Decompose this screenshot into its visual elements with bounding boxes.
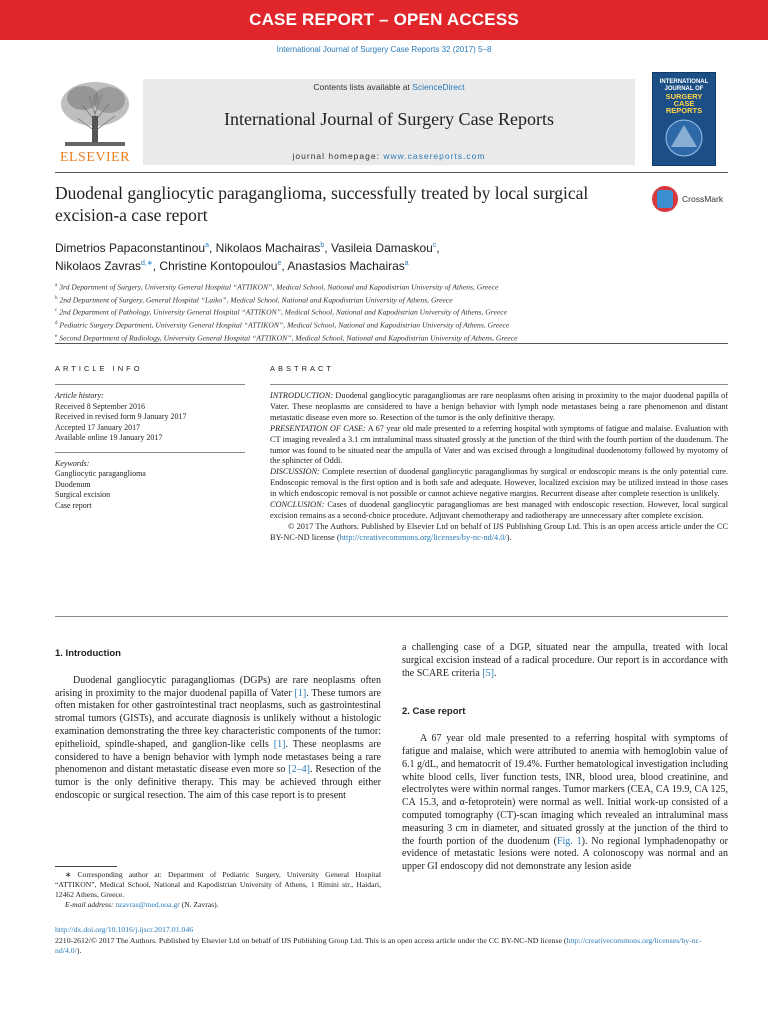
author[interactable]: Nikolaos Machairas$^b$,: [215, 241, 331, 255]
journal-homepage-line: [143, 151, 635, 161]
history-item: Received in revised form 9 January 2017: [55, 412, 187, 421]
keyword[interactable]: Duodenum: [55, 479, 91, 489]
issn-copyright: 2210-2612/© 2017 The Authors. Published by Elsevier Ltd on behalf of IJS Publishing Group Ltd. This is an open access article under the CC BY-NC-ND license (http://creativecommons.org/licenses/by-nc-nd/4.0/).: [55, 935, 702, 955]
affiliation: $^d$ Pediatric Surgery Department, University General Hospital “ATTIKON”, Medical School, National and Kapodistrian University of Athens, Greece: [55, 320, 510, 330]
abstract-conclusion: CONCLUSION: Cases of duodenal gangliocytic paragangliomas are best managed with endoscopic resection. However, local surgical excision remains as a second-choice procedure. Adjuvant chemotherapy and radiotherapy are unnecessary after complete excision.: [270, 500, 728, 520]
cover-title: [657, 79, 711, 114]
license-link[interactable]: http://creativecommons.org/licenses/by-nc-nd/4.0/: [339, 532, 507, 542]
reference-link[interactable]: [1]: [273, 738, 286, 750]
email-link[interactable]: nzavras@med.uoa.gr: [115, 900, 180, 909]
sciencedirect-link[interactable]: ScienceDirect: [412, 82, 465, 92]
history-label: Article history:: [55, 391, 104, 400]
open-access-banner: CASE REPORT – OPEN ACCESS: [0, 0, 768, 40]
case-report-paragraph: A 67 year old male presented to a referring hospital with symptoms of fatigue and malaise, which were attributed to anemia with hemoglobin value of 6.1 g/dL, and hematocrit of 19.4%. Further hematological investigation including white blood cells, liver function tests, INR, blood urea, blood creatinine, and electrolytes were within normal ranges. Tumor markers (CEA, CA 19.9, CA 125, CA 15.3, and α-fetoprotein) were normal as well. Initial work-up consisted of a computed tomography (CT)-scan imaging which revealed an intraluminal mass measuring 3 cm in diameter, and situated grossly at the junction of the third to the fourth portion of the duodenum (Fig. 1). No regional lymphadenopathy or evidence of metastatic lesions were noted. A colonoscopy was normal and an upper GI endoscopy did not demonstrate any lesion aside: [402, 733, 729, 873]
affiliation: $^a$ 3rd Department of Surgery, University General Hospital “ATTIKON”, Medical School, National and Kapodistrian University of Athens, Greece: [55, 282, 499, 292]
homepage-prefix: journal homepage:: [292, 151, 384, 161]
section-heading-introduction: 1. Introduction: [55, 648, 121, 659]
introduction-paragraph: Duodenal gangliocytic paragangliomas (DGPs) are rare neoplasms often arising in proximity to the major duodenal papilla of Vater [1]. These tumors are often mistaken for other gastrointestinal tract neoplasms, such as gastrointestinal stromal tumors (GISTs), and accurate diagnosis is unlikely without a histologic examination demonstrating the three key characteristic components of the tumor: epithelioid, spindle-shaped, and ganglion-like cells [1]. These neoplasms are considered to have a benign behavior with lymph node metastases being a rare phenomenon and distant metastatic disease even more so [2–4]. Resection of the tumor is the only definitive therapy. This may be achieved through either endoscopic or surgical resection. The aim of this case report is to present: [55, 674, 382, 801]
journal-name: International Journal of Surgery Case Reports: [223, 109, 555, 129]
affiliation: $^c$ 2nd Department of Pathology, University General Hospital “ATTIKON”, Medical School, National and Kapodistrian University of Athens, Greece: [55, 308, 507, 317]
contents-available-line: [143, 82, 635, 92]
keywords-rule: [55, 452, 245, 453]
article-title: Duodenal gangliocytic paraganglioma, successfully treated by local surgical excision-a case report: [55, 183, 589, 225]
corresponding-author-footnote: [55, 870, 381, 910]
keyword[interactable]: Case report: [55, 500, 92, 510]
journal-cover-thumbnail[interactable]: [652, 72, 716, 166]
journal-header-box: [143, 79, 635, 165]
homepage-link[interactable]: www.casereports.com: [383, 151, 486, 161]
introduction-paragraph-continued: a challenging case of a DGP, situated near the ampulla, treated with local surgical excision instead of a radical procedure. Our report is in accordance with the SCARE criteria [5].: [402, 642, 728, 679]
history-item: Available online 19 January 2017: [55, 433, 163, 442]
author[interactable]: Vasileia Damaskou$^c$,: [330, 241, 440, 255]
article-info-heading: ARTICLE INFO: [55, 364, 143, 373]
body-column-right: [402, 642, 728, 874]
reference-link[interactable]: [5]: [482, 667, 494, 679]
history-item: Accepted 17 January 2017: [55, 422, 141, 432]
crossmark-bookmark-icon: [657, 190, 673, 208]
abstract-body: [270, 391, 728, 544]
crossmark-label: CrossMark: [682, 194, 724, 204]
article-info-rule: [55, 384, 245, 385]
author[interactable]: Dimetrios Papaconstantinou$^a$,: [55, 241, 216, 255]
journal-citation-link[interactable]: International Journal of Surgery Case Reports 32 (2017) 5–8: [276, 45, 492, 54]
keyword[interactable]: Surgical excision: [55, 490, 111, 499]
keywords-label: Keywords:: [55, 458, 90, 468]
email-line: E-mail address: nzavras@med.uoa.gr (N. Zavras).: [65, 900, 219, 909]
author-list: [55, 238, 695, 274]
elsevier-wordmark[interactable]: ELSEVIER: [59, 150, 131, 165]
author[interactable]: Nikolaos Zavras$^{d,∗}$,: [55, 259, 160, 273]
journal-masthead: [55, 76, 641, 166]
figure-link[interactable]: Fig. 1: [556, 835, 582, 847]
author[interactable]: Anastasios Machairas$^a$: [287, 259, 409, 273]
abstract-discussion: DISCUSSION: Complete resection of duodenal gangliocytic paragangliomas by surgical or endoscopic means is the only potential cure. Endoscopic removal is the first option and is both safe and adequate. However, localized excision may be utilized instead in those cases in which endoscopic removal is not possible or cannot achieve negative margins. Recurrent disease after complete resection is unlikely.: [270, 467, 728, 499]
affiliation-list: [55, 280, 735, 344]
masthead-rule: [55, 172, 728, 173]
doi-link[interactable]: http://dx.doi.org/10.1016/j.ijscr.2017.01.046: [55, 925, 194, 934]
crossmark-badge[interactable]: [652, 186, 742, 214]
abstract-heading: ABSTRACT: [270, 364, 335, 373]
author[interactable]: Christine Kontopoulou$^e$,: [159, 259, 288, 273]
cover-line1: INTERNATIONAL JOURNAL OF: [659, 79, 709, 92]
abstract-license: © 2017 The Authors. Published by Elsevier Ltd on behalf of IJS Publishing Group Ltd. This is an open access article under the CC BY-NC-ND license (http://creativecommons.org/licenses/by-nc-nd/4.0/).: [270, 521, 728, 542]
abstract-bottom-rule: [55, 616, 728, 617]
abstract-presentation: PRESENTATION OF CASE: A 67 year old male presented to a referring hospital with symptoms of fatigue and malaise. Evaluation with CT imaging revealed a 3.1 cm intraluminal mass situated grossly at the junction of the third with the fourth portion of the duodenum. The tumor was found to be situated near the ampulla of Vater and was excised through a longitudinal duodenotomy followed by myotomy of the sphincter of Oddi.: [270, 423, 729, 466]
article-info: [55, 391, 245, 511]
abstract-rule: [270, 384, 728, 385]
cover-line2: SURGERY CASE REPORTS: [665, 92, 703, 115]
history-item: Received 8 September 2016: [55, 401, 145, 411]
affiliation: $^b$ 2nd Department of Surgery, General Hospital “Laiko”, Medical School, National and Kapodistrian University of Athens, Greece: [55, 295, 453, 305]
affiliation: $^e$ Second Department of Radiology, University General Hospital “ATTIKON”, Medical School, National and Kapodistrian University of Athens, Greece: [55, 333, 518, 343]
reference-link[interactable]: [2–4]: [288, 764, 310, 776]
cover-art: [663, 117, 705, 159]
affiliation-rule: [55, 343, 728, 344]
body-column-left: [55, 648, 381, 803]
keyword[interactable]: Gangliocytic paraganglioma: [55, 469, 146, 478]
abstract-introduction: INTRODUCTION: Duodenal gangliocytic paragangliomas are rare neoplasms often arising in proximity to the major duodenal papilla of Vater. These neoplasms are considered to have a benign behavior with lymph node metastases being a rare phenomenon and distant metastatic disease even more so. Resection of the tumor is the only definitive therapy.: [270, 391, 728, 422]
contents-prefix: Contents lists available at: [313, 82, 413, 92]
section-heading-case-report: 2. Case report: [402, 706, 466, 718]
corresponding-author: ∗ Corresponding author at: Department of Pediatric Surgery, University General Hospital “ATTIKON”, Medical School, National and Kapodistrian University of Athens, 1 Rimini str., Haidari, 12462 Athens, Greece.: [55, 870, 381, 899]
license-link[interactable]: http://creativecommons.org/licenses/by-nc-nd/4.0/: [55, 935, 702, 955]
doi-copyright-block: [55, 925, 728, 957]
footnote-rule: [55, 866, 117, 867]
reference-link[interactable]: [1]: [294, 687, 307, 699]
